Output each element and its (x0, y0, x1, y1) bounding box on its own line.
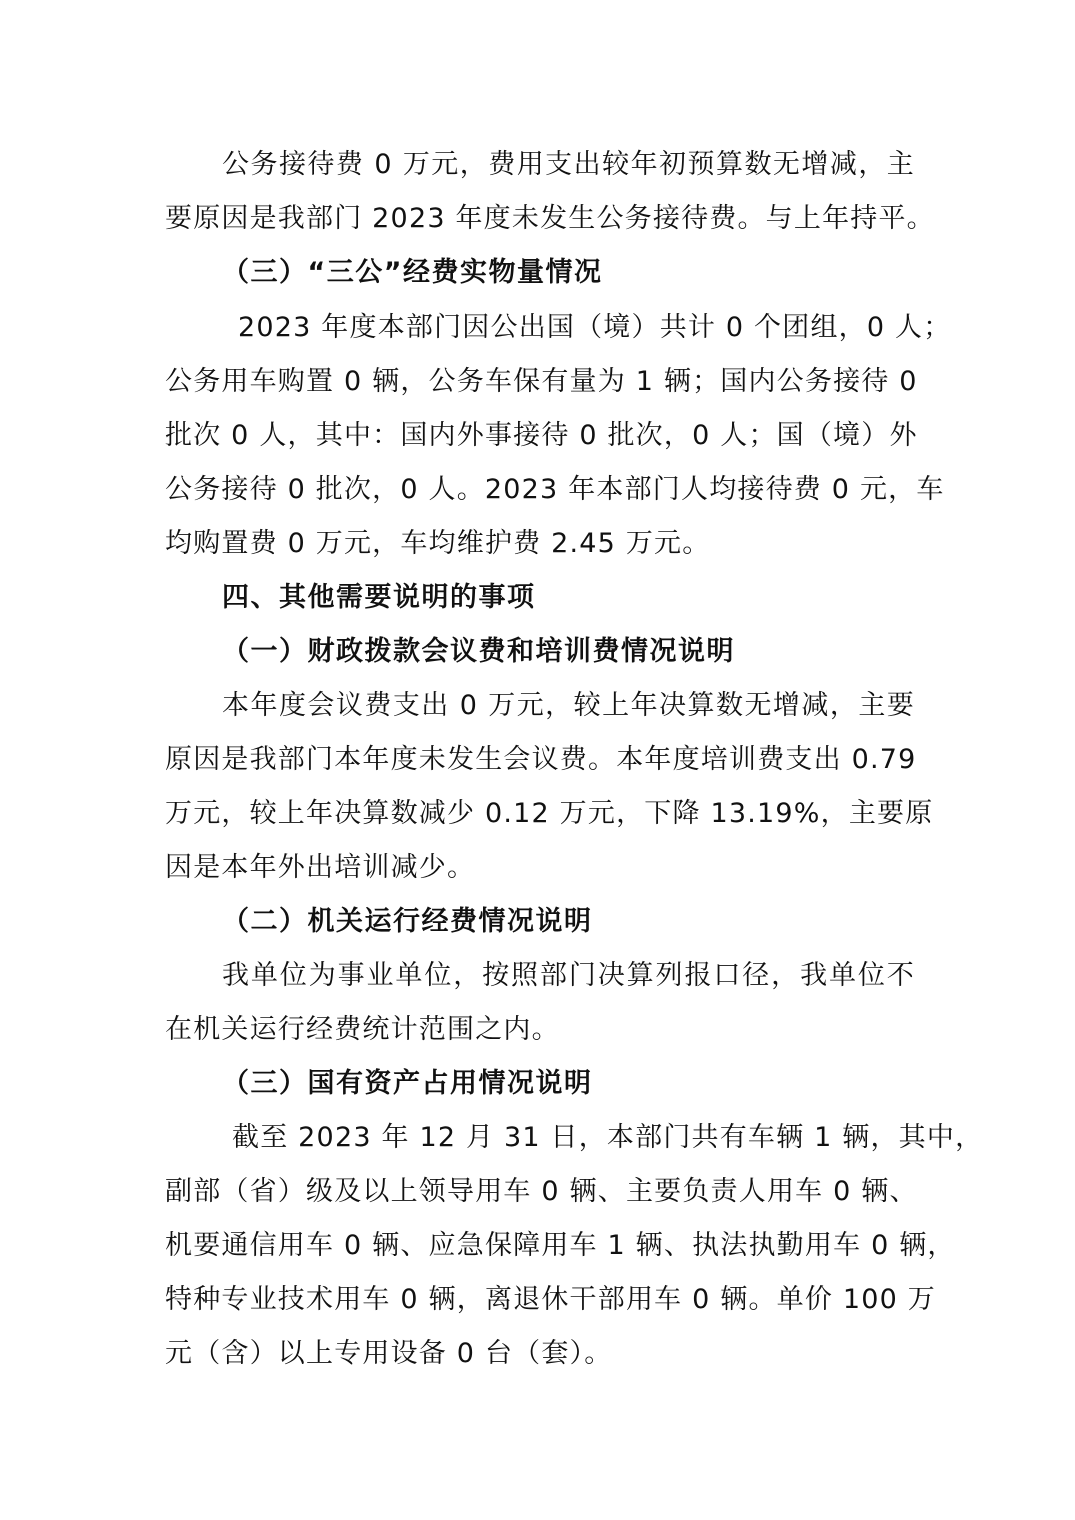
paragraph-line: 万元，较上年决算数减少 0.12 万元，下降 13.19%，主要原 (165, 798, 934, 829)
paragraph-line: 公务接待 0 批次，0 人。2023 年本部门人均接待费 0 元，车 (165, 474, 945, 505)
paragraph-line: 元（含）以上专用设备 0 台（套）。 (165, 1338, 613, 1369)
paragraph-line: 均购置费 0 万元，车均维护费 2.45 万元。 (165, 528, 711, 559)
section-heading: 四、其他需要说明的事项 (222, 582, 536, 613)
paragraph-line: 因是本年外出培训减少。 (165, 852, 476, 883)
paragraph-line: 截至 2023 年 12 月 31 日，本部门共有车辆 1 辆，其中， (232, 1122, 984, 1153)
paragraph-line: 我单位为事业单位，按照部门决算列报口径，我单位不 (222, 960, 915, 991)
section-heading: （二）机关运行经费情况说明 (222, 906, 593, 937)
paragraph-line: 批次 0 人，其中：国内外事接待 0 批次，0 人；国（境）外 (165, 420, 918, 451)
paragraph-line: 2023 年度本部门因公出国（境）共计 0 个团组，0 人； (238, 312, 952, 343)
paragraph-line: 本年度会议费支出 0 万元，较上年决算数无增减，主要 (222, 690, 915, 721)
paragraph-line: 公务接待费 0 万元，费用支出较年初预算数无增减，主 (222, 149, 915, 180)
section-heading: （三）“三公”经费实物量情况 (222, 257, 603, 288)
section-heading: （一）财政拨款会议费和培训费情况说明 (222, 636, 735, 667)
paragraph-line: 原因是我部门本年度未发生会议费。本年度培训费支出 0.79 (165, 744, 917, 775)
paragraph-line: 在机关运行经费统计范围之内。 (165, 1014, 560, 1045)
section-heading: （三）国有资产占用情况说明 (222, 1068, 593, 1099)
paragraph-line: 要原因是我部门 2023 年度未发生公务接待费。与上年持平。 (165, 203, 935, 234)
paragraph-line: 机要通信用车 0 辆、应急保障用车 1 辆、执法执勤用车 0 辆， (165, 1230, 956, 1261)
paragraph-line: 特种专业技术用车 0 辆，离退休干部用车 0 辆。单价 100 万 (165, 1284, 936, 1315)
paragraph-line: 副部（省）级及以上领导用车 0 辆、主要负责人用车 0 辆、 (165, 1176, 918, 1207)
paragraph-line: 公务用车购置 0 辆，公务车保有量为 1 辆；国内公务接待 0 (165, 366, 918, 397)
